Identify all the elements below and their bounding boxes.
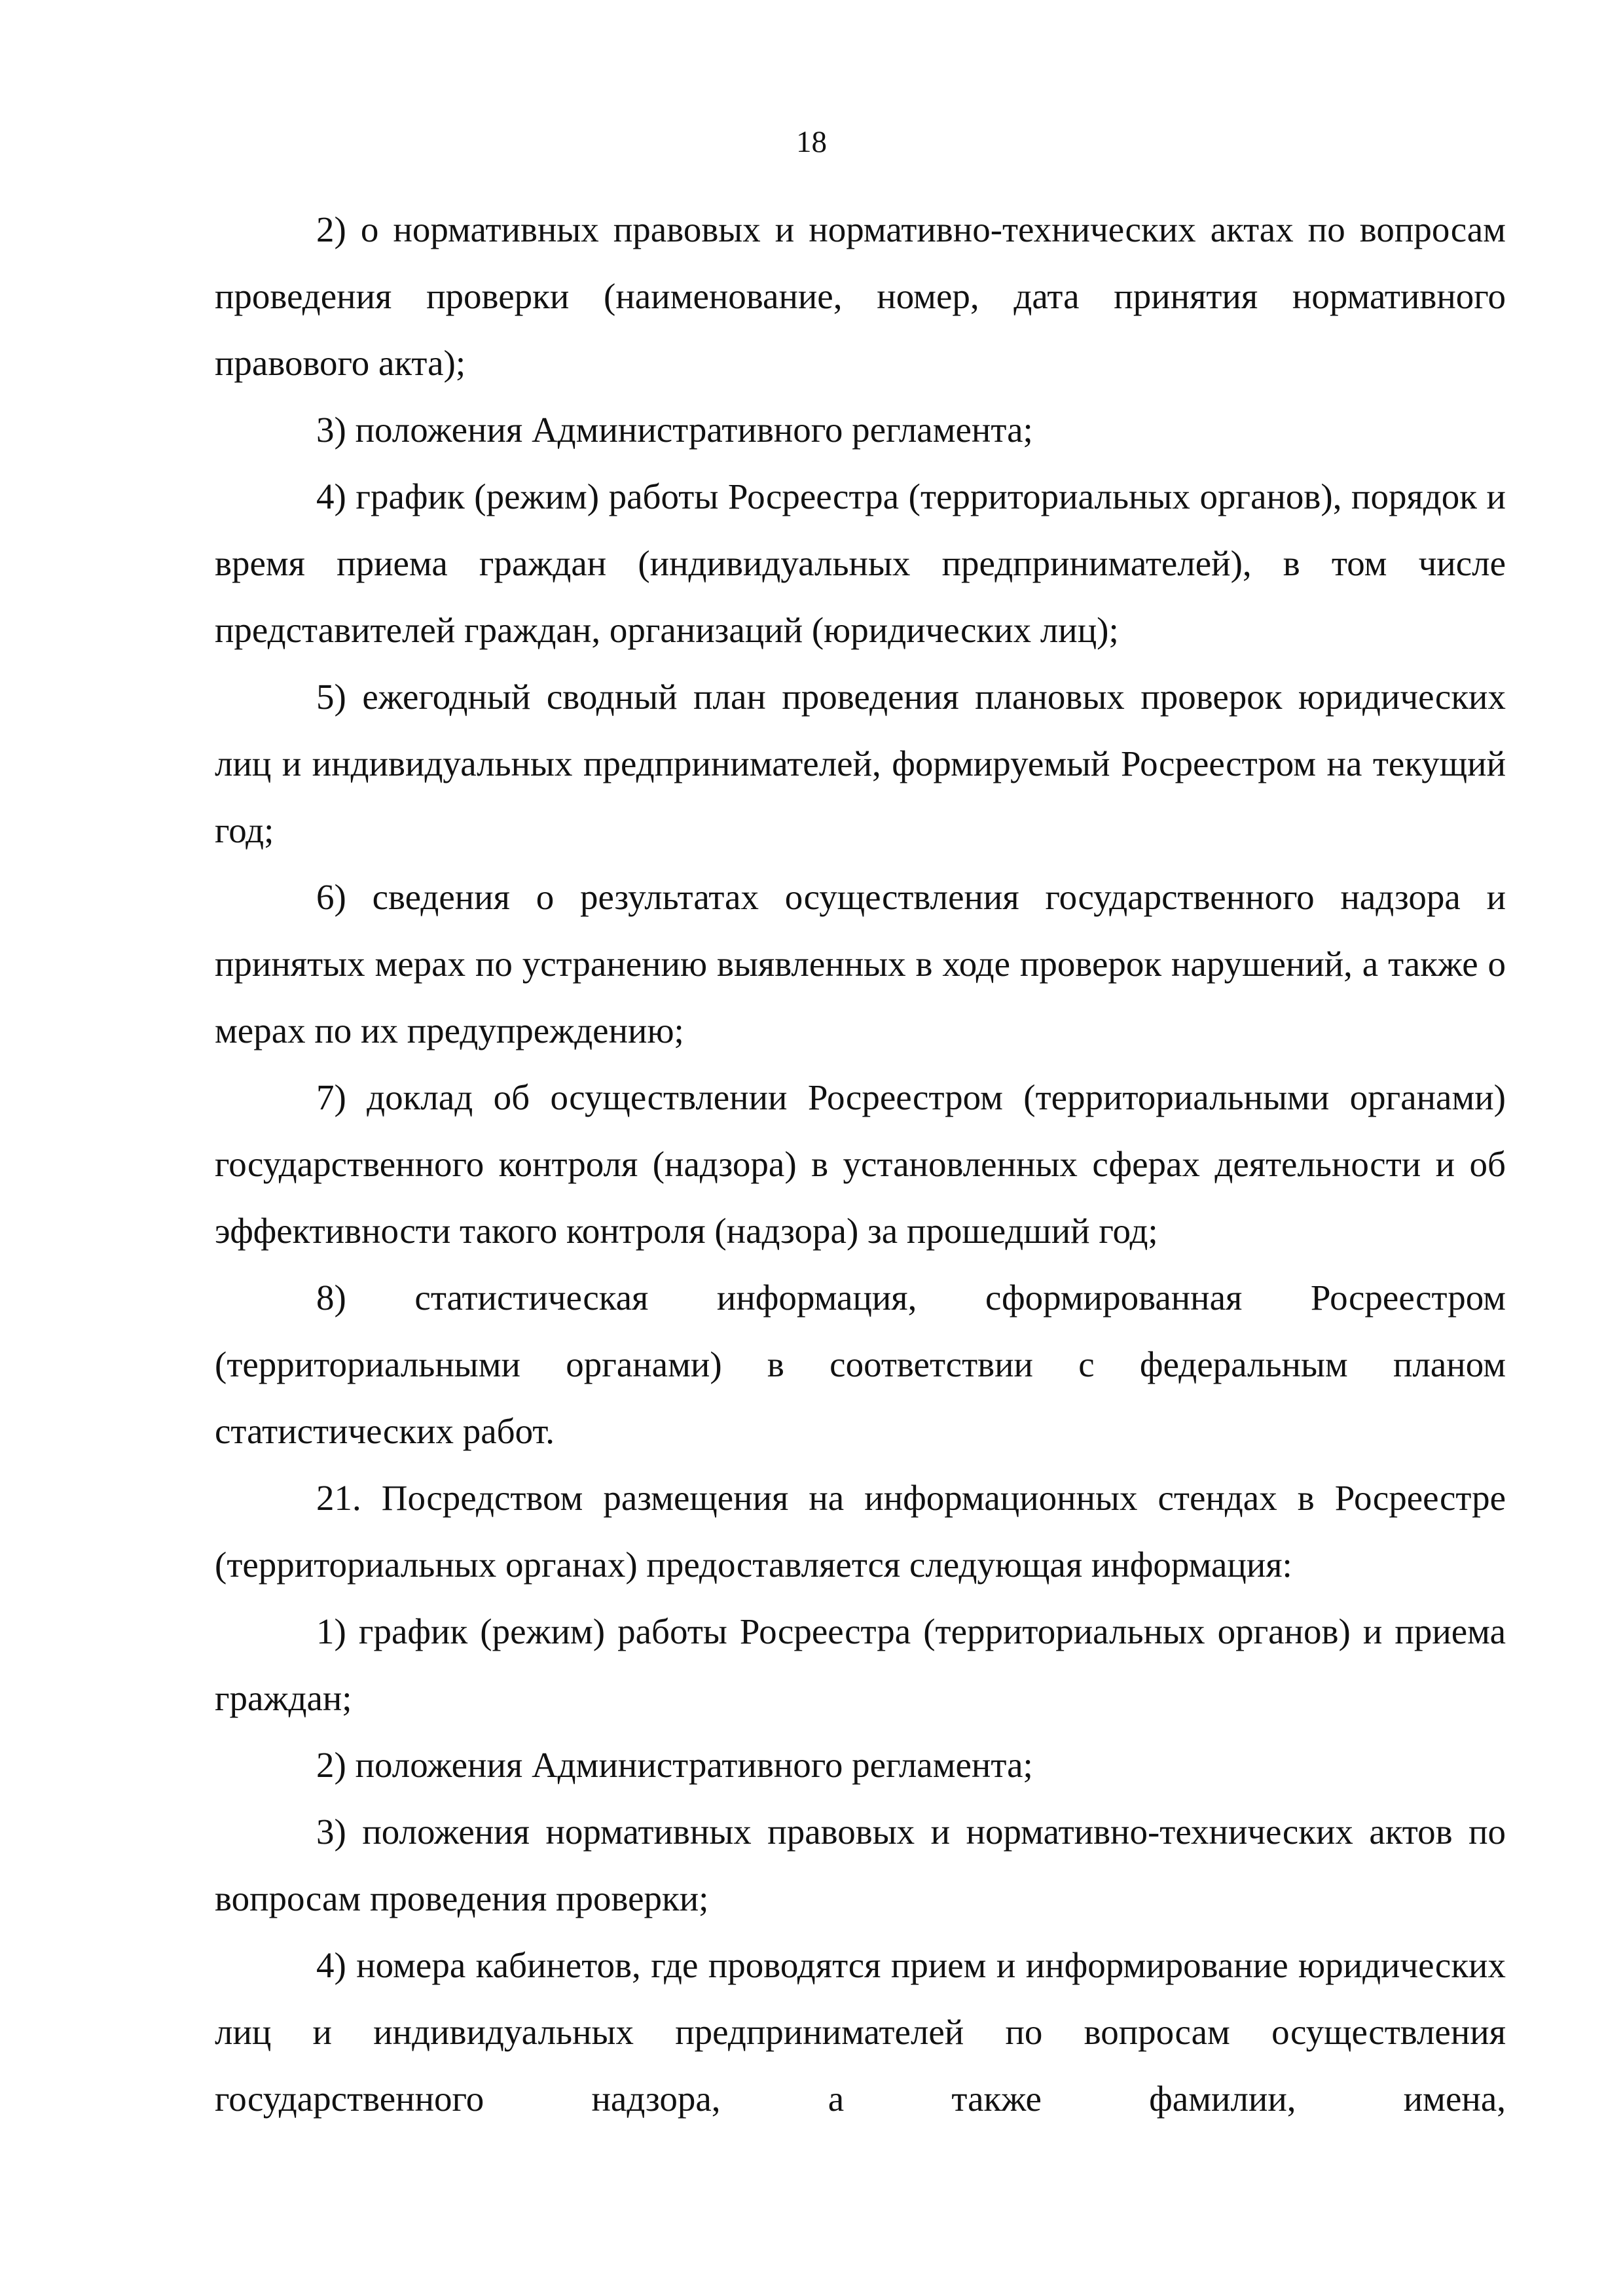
document-body [215,196,1506,2132]
paragraph-item-3: 3) положения Административного регламента; [316,410,1033,450]
paragraph-section-21: 21. Посредством размещения на информационных стендах в Росреестре (территориальных органах) предоставляется следующая информация: [215,1478,1506,1585]
paragraph-item-7: 7) доклад об осуществлении Росреестром (территориальными органами) государственного контроля (надзора) в установленных сферах деятельности и об эффективности такого контроля (надзора) за прошедший год; [215,1077,1506,1251]
paragraph-item-6: 6) сведения о результатах осуществления государственного надзора и принятых мерах по устранению выявленных в ходе проверок нарушений, а также о мерах по их предупреждению; [215,877,1506,1050]
paragraph-item-2: 2) о нормативных правовых и нормативно-технических актах по вопросам проведения проверки (наименование, номер, дата принятия нормативного правового акта); [215,209,1506,383]
paragraph-item-8: 8) статистическая информация, сформированная Росреестром (территориальными органами) в соответствии с федеральным планом статистических работ. [215,1278,1506,1451]
paragraph-21-item-3: 3) положения нормативных правовых и нормативно-технических актов по вопросам проведения проверки; [215,1812,1506,1918]
paragraph-item-5: 5) ежегодный сводный план проведения плановых проверок юридических лиц и индивидуальных предпринимателей, формируемый Росреестром на текущий год; [215,677,1506,850]
paragraph-21-item-2: 2) положения Административного регламента; [316,1745,1033,1785]
paragraph-21-item-4: 4) номера кабинетов, где проводятся прием и информирование юридических лиц и индивидуальных предпринимателей по вопросам осуществления государственного надзора, а также фамилии, имена, [215,1945,1506,2119]
page-number: 18 [796,125,827,159]
paragraph-21-item-1: 1) график (режим) работы Росреестра (территориальных органов) и приема граждан; [215,1611,1506,1718]
paragraph-item-4: 4) график (режим) работы Росреестра (территориальных органов), порядок и время приема граждан (индивидуальных предпринимателей), в том числе представителей граждан, организаций (юридических лиц); [215,476,1506,650]
